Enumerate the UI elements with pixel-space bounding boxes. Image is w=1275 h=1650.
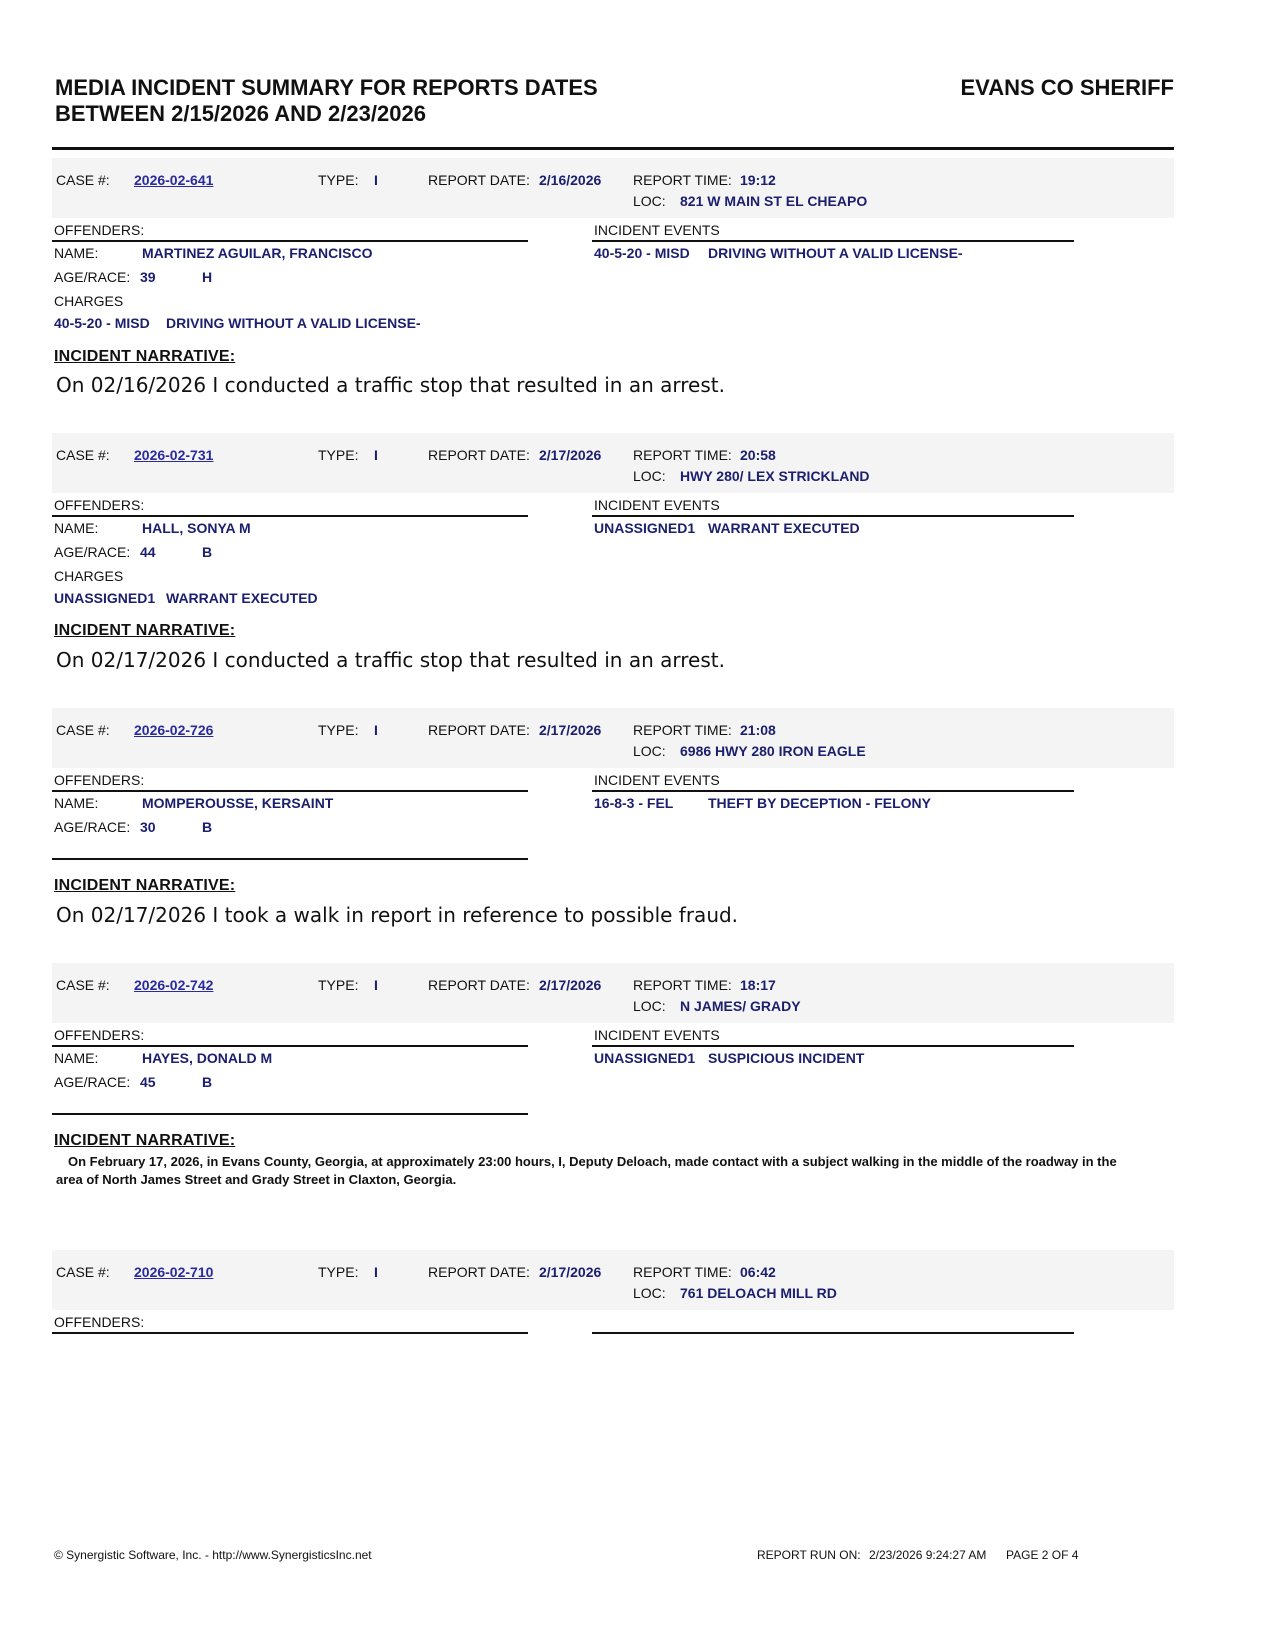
offender-age: 44 [140, 544, 156, 560]
events-rule [592, 515, 1074, 517]
offender-end-rule [52, 1113, 528, 1115]
offender-race: H [202, 269, 213, 285]
incident-events-label: INCIDENT EVENTS [594, 497, 720, 513]
loc-value: 761 DELOACH MILL RD [680, 1285, 837, 1301]
loc-value: N JAMES/ GRADY [680, 998, 801, 1014]
offender-name: HAYES, DONALD M [142, 1050, 273, 1066]
type-label: TYPE: [318, 172, 359, 188]
event-code: 16-8-3 - FEL [594, 795, 674, 811]
age-race-label: AGE/RACE: [54, 269, 131, 285]
report-time-value: 20:58 [740, 447, 776, 463]
loc-label: LOC: [633, 743, 666, 759]
name-label: NAME: [54, 520, 99, 536]
name-label: NAME: [54, 795, 99, 811]
offender-end-rule [52, 858, 528, 860]
report-date-value: 2/17/2026 [539, 1264, 602, 1280]
footer-run-label: REPORT RUN ON: [757, 1548, 861, 1562]
type-value: I [374, 977, 378, 993]
loc-label: LOC: [633, 998, 666, 1014]
offender-name: HALL, SONYA M [142, 520, 251, 536]
report-date-label: REPORT DATE: [428, 447, 530, 463]
events-rule [592, 790, 1074, 792]
report-date-value: 2/17/2026 [539, 722, 602, 738]
type-label: TYPE: [318, 977, 359, 993]
report-time-value: 19:12 [740, 172, 776, 188]
case-header-bar [52, 963, 1174, 1023]
offenders-label: OFFENDERS: [54, 1027, 145, 1043]
case-label: CASE #: [56, 447, 110, 463]
charges-label: CHARGES [54, 568, 124, 584]
title-line-1: MEDIA INCIDENT SUMMARY FOR REPORTS DATES [55, 75, 598, 100]
loc-label: LOC: [633, 1285, 666, 1301]
report-date-label: REPORT DATE: [428, 1264, 530, 1280]
age-race-label: AGE/RACE: [54, 1074, 131, 1090]
footer-page-number: PAGE 2 OF 4 [1006, 1548, 1079, 1562]
type-value: I [374, 722, 378, 738]
narrative-text: On 02/17/2026 I conducted a traffic stop that resulted in an arrest. [56, 648, 725, 672]
case-record [52, 158, 1174, 358]
offenders-rule [52, 515, 528, 517]
offender-race: B [202, 1074, 213, 1090]
offenders-label: OFFENDERS: [54, 222, 145, 238]
loc-value: HWY 280/ LEX STRICKLAND [680, 468, 870, 484]
case-header-bar [52, 433, 1174, 493]
type-label: TYPE: [318, 722, 359, 738]
footer-copyright: © Synergistic Software, Inc. - http://www.SynergisticsInc.net [54, 1548, 372, 1562]
narrative-heading: INCIDENT NARRATIVE: [54, 1132, 236, 1149]
type-label: TYPE: [318, 447, 359, 463]
events-rule [592, 240, 1074, 242]
offenders-label: OFFENDERS: [54, 497, 145, 513]
charge-code: UNASSIGNED1 [54, 590, 156, 606]
report-time-label: REPORT TIME: [633, 977, 732, 993]
narrative-heading: INCIDENT NARRATIVE: [54, 622, 236, 639]
case-label: CASE #: [56, 722, 110, 738]
offenders-rule [52, 1045, 528, 1047]
case-header-bar [52, 1250, 1174, 1310]
charge-description: DRIVING WITHOUT A VALID LICENSE- [166, 315, 421, 331]
header-divider [52, 147, 1174, 150]
case-number-link[interactable]: 2026-02-726 [134, 722, 214, 738]
name-label: NAME: [54, 1050, 99, 1066]
event-code: UNASSIGNED1 [594, 1050, 696, 1066]
event-description: WARRANT EXECUTED [708, 520, 860, 536]
event-code: UNASSIGNED1 [594, 520, 696, 536]
page-title [55, 75, 675, 127]
case-label: CASE #: [56, 172, 110, 188]
case-header-bar [52, 158, 1174, 218]
loc-label: LOC: [633, 193, 666, 209]
report-date-value: 2/16/2026 [539, 172, 602, 188]
report-time-label: REPORT TIME: [633, 172, 732, 188]
case-number-link[interactable]: 2026-02-641 [134, 172, 214, 188]
offenders-rule [52, 1332, 528, 1334]
case-label: CASE #: [56, 977, 110, 993]
case-number-link[interactable]: 2026-02-710 [134, 1264, 214, 1280]
offender-name: MOMPEROUSSE, KERSAINT [142, 795, 334, 811]
incident-events-label: INCIDENT EVENTS [594, 1027, 720, 1043]
case-record [52, 433, 1174, 633]
footer-run-value: 2/23/2026 9:24:27 AM [869, 1548, 987, 1562]
offender-age: 45 [140, 1074, 156, 1090]
agency-name: EVANS CO SHERIFF [960, 75, 1174, 100]
offender-age: 39 [140, 269, 156, 285]
case-number-link[interactable]: 2026-02-742 [134, 977, 214, 993]
type-value: I [374, 1264, 378, 1280]
case-header-bar [52, 708, 1174, 768]
loc-value: 821 W MAIN ST EL CHEAPO [680, 193, 868, 209]
event-description: DRIVING WITHOUT A VALID LICENSE- [708, 245, 963, 261]
offender-race: B [202, 544, 213, 560]
event-description: THEFT BY DECEPTION - FELONY [708, 795, 931, 811]
report-time-value: 21:08 [740, 722, 776, 738]
type-value: I [374, 172, 378, 188]
offenders-rule [52, 790, 528, 792]
type-value: I [374, 447, 378, 463]
case-label: CASE #: [56, 1264, 110, 1280]
loc-label: LOC: [633, 468, 666, 484]
report-time-label: REPORT TIME: [633, 1264, 732, 1280]
incident-events-label: INCIDENT EVENTS [594, 772, 720, 788]
offenders-label: OFFENDERS: [54, 1314, 145, 1330]
narrative-text: On February 17, 2026, in Evans County, Georgia, at approximately 23:00 hours, I, Deputy Deloach, made contact with a subject walking in the middle of the roadway in the area of North James Street and Grady Street in Claxton, Georgia. [56, 1154, 1117, 1187]
offender-name: MARTINEZ AGUILAR, FRANCISCO [142, 245, 373, 261]
narrative-heading: INCIDENT NARRATIVE: [54, 348, 236, 365]
incident-events-label: INCIDENT EVENTS [594, 222, 720, 238]
events-rule [592, 1332, 1074, 1334]
age-race-label: AGE/RACE: [54, 819, 131, 835]
narrative-text: On 02/17/2026 I took a walk in report in reference to possible fraud. [56, 903, 739, 927]
report-time-value: 06:42 [740, 1264, 776, 1280]
report-time-label: REPORT TIME: [633, 722, 732, 738]
narrative-text: On 02/16/2026 I conducted a traffic stop that resulted in an arrest. [56, 373, 725, 397]
event-description: SUSPICIOUS INCIDENT [708, 1050, 865, 1066]
report-date-value: 2/17/2026 [539, 447, 602, 463]
report-date-label: REPORT DATE: [428, 172, 530, 188]
offender-race: B [202, 819, 213, 835]
event-code: 40-5-20 - MISD [594, 245, 690, 261]
report-time-label: REPORT TIME: [633, 447, 732, 463]
report-time-value: 18:17 [740, 977, 776, 993]
report-date-label: REPORT DATE: [428, 722, 530, 738]
case-record [52, 1250, 1174, 1350]
loc-value: 6986 HWY 280 IRON EAGLE [680, 743, 866, 759]
charges-label: CHARGES [54, 293, 124, 309]
offenders-label: OFFENDERS: [54, 772, 145, 788]
case-number-link[interactable]: 2026-02-731 [134, 447, 214, 463]
narrative-heading: INCIDENT NARRATIVE: [54, 877, 236, 894]
offenders-rule [52, 240, 528, 242]
title-line-2: BETWEEN 2/15/2026 AND 2/23/2026 [55, 101, 426, 126]
age-race-label: AGE/RACE: [54, 544, 131, 560]
type-label: TYPE: [318, 1264, 359, 1280]
report-date-label: REPORT DATE: [428, 977, 530, 993]
charge-description: WARRANT EXECUTED [166, 590, 318, 606]
name-label: NAME: [54, 245, 99, 261]
offender-age: 30 [140, 819, 156, 835]
events-rule [592, 1045, 1074, 1047]
report-date-value: 2/17/2026 [539, 977, 602, 993]
charge-code: 40-5-20 - MISD [54, 315, 150, 331]
